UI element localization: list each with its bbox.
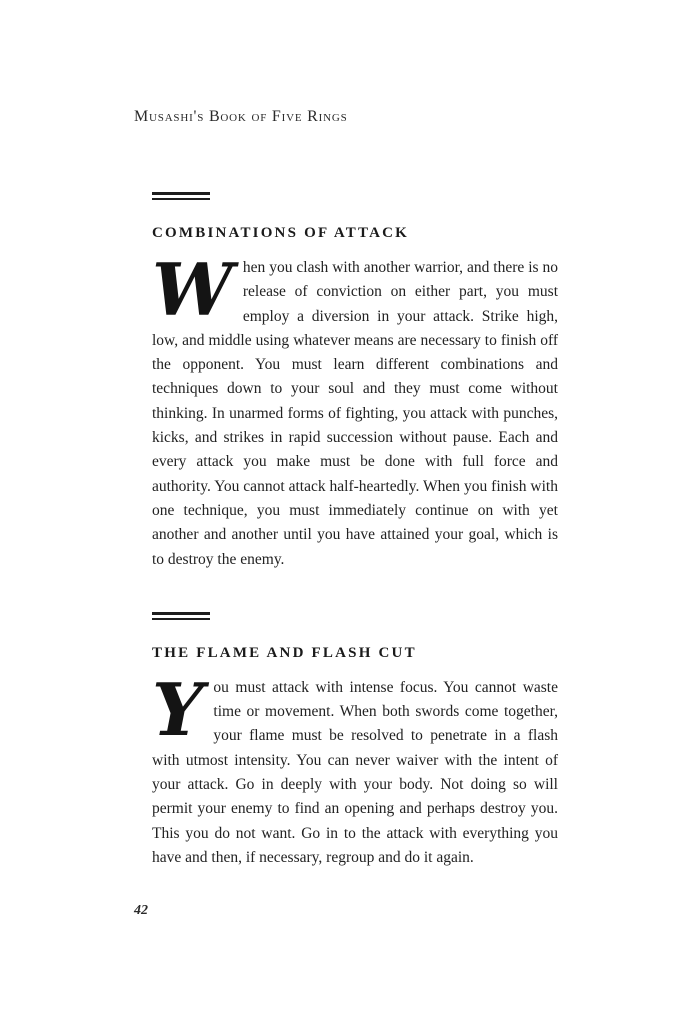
section-divider-rule bbox=[152, 612, 210, 620]
paragraph-text: hen you clash with another warrior, and there is no release of conviction on either part, you must employ a diversion in your attack. Strike high, low, and middle using whatever means are necessary to finish off the opponent. You must learn different combinations and techniques down to your soul and they must come without thinking. In unarmed forms of fighting, you attack with punches, kicks, and strikes in rapid succession without pause. Each and every attack you make must be done with full force and authority. You cannot attack half-heartedly. When you finish with one technique, you must immediately continue on with yet another and another until you have attained your goal, which is to destroy the enemy. bbox=[152, 259, 558, 568]
section-combinations-of-attack bbox=[152, 192, 558, 572]
page-number: 42 bbox=[134, 903, 148, 918]
section-divider-rule bbox=[152, 192, 210, 200]
section-flame-and-flash-cut bbox=[152, 612, 558, 870]
drop-cap: Y bbox=[152, 666, 204, 752]
section-paragraph bbox=[152, 247, 558, 572]
section-paragraph bbox=[152, 666, 558, 870]
drop-cap: W bbox=[152, 247, 233, 332]
section-heading: COMBINATIONS OF ATTACK bbox=[152, 225, 410, 241]
section-heading: THE FLAME AND FLASH CUT bbox=[152, 644, 417, 661]
paragraph-text: ou must attack with intense focus. You cannot waste time or movement. When both swords come together, your flame must be resolved to penetrate in a flash with utmost intensity. You can never waiver with the intent of your attack. Go in deeply with your body. Not doing so will permit your enemy to find an opening and perhaps destroy you. This you do not want. Go in to the attack with everything you have and then, if necessary, regroup and do it again. bbox=[152, 678, 558, 866]
text-block bbox=[152, 192, 558, 886]
running-header: Musashi's Book of Five Rings bbox=[134, 108, 348, 125]
